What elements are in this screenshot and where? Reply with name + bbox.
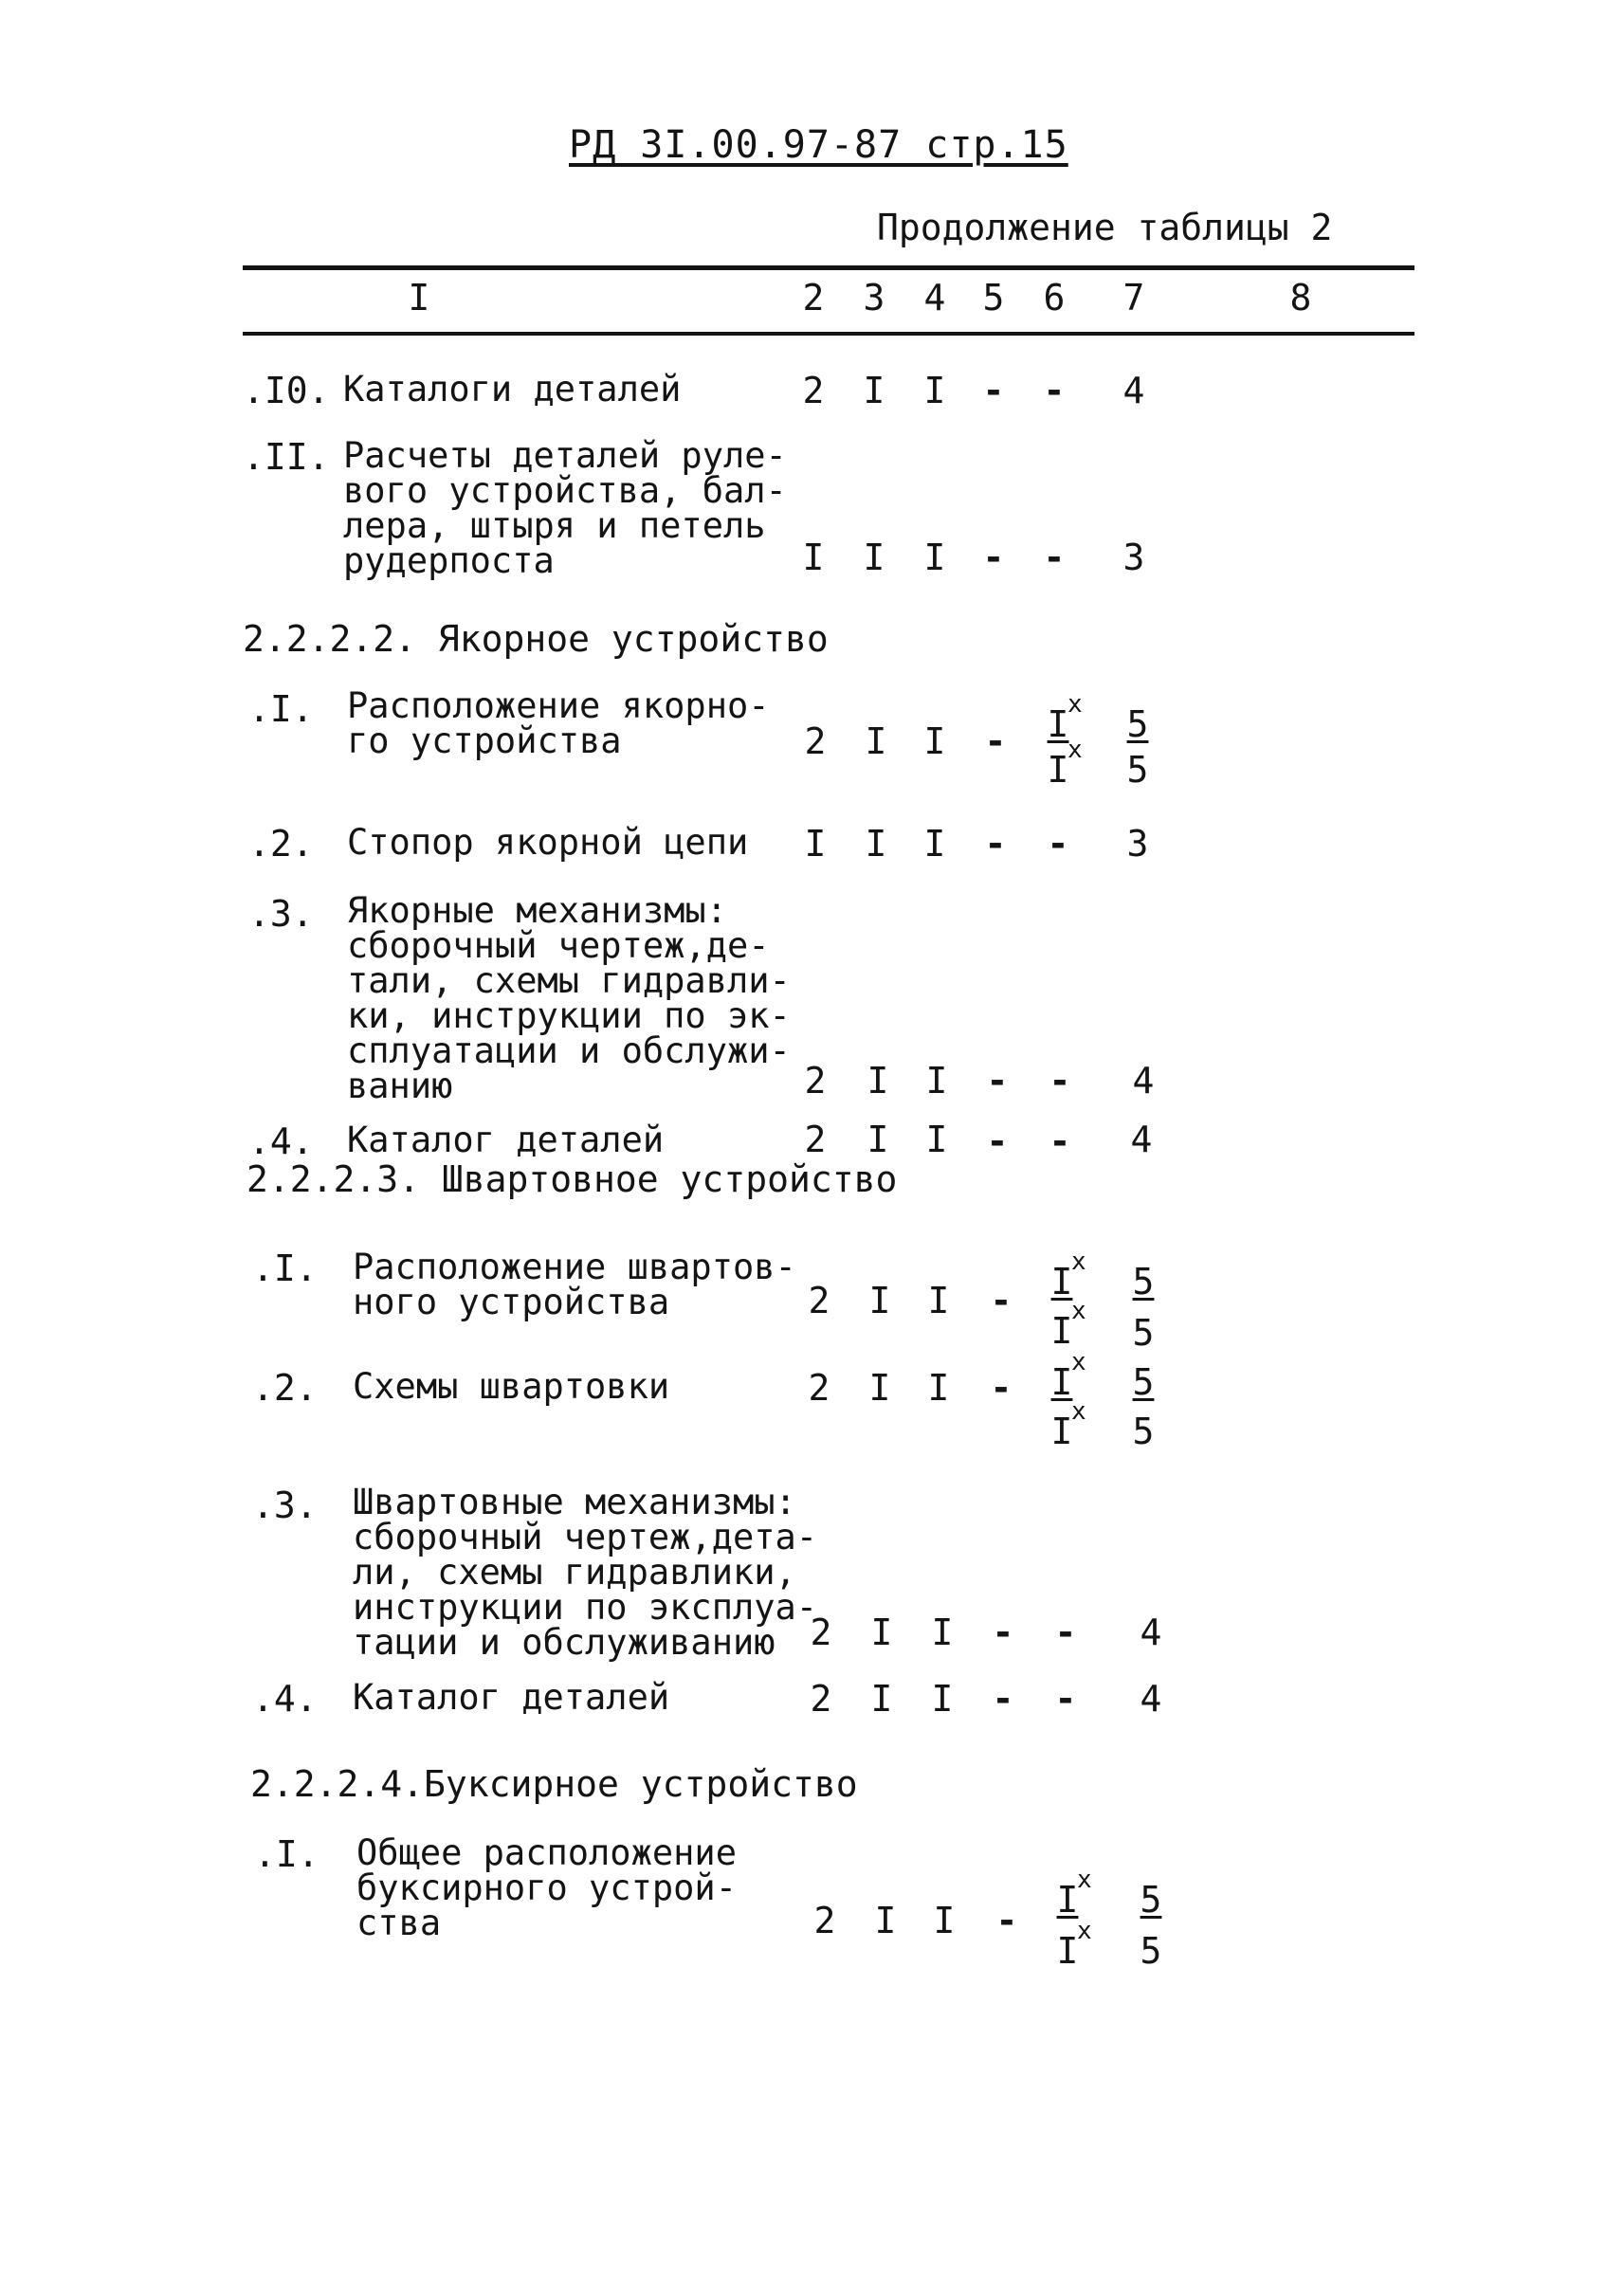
- cell-col5: -: [990, 1367, 1013, 1409]
- cell-col6-top: I: [1050, 1361, 1073, 1403]
- cell-col2: 2: [808, 1367, 830, 1409]
- column-header: 2: [802, 277, 825, 319]
- item-description: Стопор якорной цепи: [347, 822, 749, 863]
- cell-col7-top: 5: [1126, 703, 1149, 745]
- cell-col2: 2: [802, 370, 825, 411]
- column-header: 5: [982, 277, 1005, 319]
- cell-col4: I: [927, 1367, 950, 1409]
- cell-col4: I: [925, 1060, 948, 1102]
- cell-col3: I: [863, 370, 885, 411]
- item-number: .2.: [248, 823, 314, 865]
- item-description: Якорные механизмы: сборочный чертеж,де- тали, схемы гидравли- ки, инструкции по эк- сплуатации и обслужи- ванию: [347, 890, 791, 1106]
- item-number: .I.: [248, 688, 314, 730]
- item-number: .II.: [243, 436, 330, 478]
- cell-col7-bottom: 5: [1132, 1312, 1155, 1354]
- cell-col7: 4: [1140, 1678, 1162, 1720]
- column-header: I: [408, 277, 430, 319]
- cell-col2: 2: [804, 1060, 827, 1102]
- item-description: Схемы швартовки: [353, 1366, 670, 1407]
- item-number: .4.: [252, 1678, 318, 1720]
- cell-col3: I: [868, 1280, 891, 1321]
- cell-col2: 2: [810, 1678, 832, 1720]
- cell-col7: 4: [1140, 1612, 1162, 1653]
- cell-col5: -: [984, 720, 1007, 762]
- cell-col5: -: [992, 1678, 1014, 1720]
- item-description: Каталог деталей: [347, 1120, 665, 1160]
- cell-col3: I: [865, 720, 887, 762]
- cell-col3: I: [868, 1367, 891, 1409]
- cell-col3: I: [870, 1678, 893, 1720]
- cell-col7-bottom: 5: [1132, 1411, 1155, 1452]
- cell-col2: I: [802, 537, 825, 578]
- cell-col6-top: I: [1047, 703, 1069, 745]
- superscript: x: [1077, 1917, 1092, 1945]
- cell-col5: -: [986, 1060, 1009, 1102]
- cell-col7: 3: [1126, 823, 1149, 865]
- item-description: Расположение швартов- ного устройства: [353, 1247, 796, 1322]
- superscript: x: [1071, 1248, 1086, 1276]
- cell-col3: I: [874, 1900, 897, 1941]
- section-heading: 2.2.2.4.Буксирное устройство: [250, 1763, 858, 1805]
- superscript: x: [1071, 1397, 1086, 1426]
- cell-col6: -: [1043, 537, 1066, 578]
- cell-col7: 3: [1122, 537, 1145, 578]
- cell-col4: I: [925, 1119, 948, 1160]
- item-number: .I0.: [243, 370, 330, 411]
- item-description: Расчеты деталей руле- вого устройства, бал- лера, штыря и петель рудерпоста: [343, 435, 787, 581]
- cell-col4: I: [933, 1900, 956, 1941]
- table-caption: Продолжение таблицы 2: [877, 207, 1333, 248]
- cell-col3: I: [865, 823, 887, 865]
- column-header: 8: [1289, 277, 1312, 319]
- cell-col6: -: [1047, 823, 1069, 865]
- cell-col2: 2: [808, 1280, 830, 1321]
- cell-col6-top: I: [1050, 1261, 1073, 1302]
- cell-col4: I: [923, 720, 946, 762]
- cell-col7-top: 5: [1132, 1261, 1155, 1302]
- cell-col6-bottom: I: [1047, 749, 1069, 791]
- superscript: x: [1067, 690, 1083, 719]
- cell-col5: -: [984, 823, 1007, 865]
- cell-col4: I: [923, 537, 946, 578]
- cell-col5: -: [995, 1900, 1018, 1941]
- cell-col6-bottom: I: [1050, 1411, 1073, 1452]
- cell-col4: I: [927, 1280, 950, 1321]
- cell-col7-bottom: 5: [1126, 749, 1149, 791]
- superscript: x: [1077, 1866, 1092, 1894]
- cell-col2: I: [804, 823, 827, 865]
- column-header: 7: [1122, 277, 1145, 319]
- cell-col5: -: [992, 1612, 1014, 1653]
- cell-col5: -: [990, 1280, 1013, 1321]
- column-header: 6: [1043, 277, 1066, 319]
- item-description: Каталоги деталей: [343, 369, 682, 410]
- item-description: Расположение якорно- го устройства: [347, 685, 770, 761]
- item-number: .I.: [252, 1248, 318, 1289]
- section-heading: 2.2.2.3. Швартовное устройство: [246, 1158, 898, 1200]
- column-header: 3: [863, 277, 885, 319]
- section-heading: 2.2.2.2. Якорное устройство: [243, 618, 829, 660]
- cell-col6-bottom: I: [1056, 1930, 1079, 1972]
- column-header: 4: [923, 277, 946, 319]
- cell-col7: 4: [1130, 1119, 1153, 1160]
- cell-col7-bottom: 5: [1140, 1930, 1162, 1972]
- cell-col7: 4: [1122, 370, 1145, 411]
- cell-col6: -: [1054, 1678, 1077, 1720]
- item-number: .3.: [252, 1484, 318, 1526]
- cell-col2: 2: [804, 1119, 827, 1160]
- cell-col6-top: I: [1056, 1879, 1079, 1921]
- cell-col6: -: [1049, 1120, 1071, 1162]
- cell-col4: I: [931, 1612, 954, 1653]
- cell-col2: 2: [804, 720, 827, 762]
- cell-col6: -: [1043, 370, 1066, 411]
- cell-col7-top: 5: [1140, 1879, 1162, 1921]
- cell-col7-top: 5: [1132, 1361, 1155, 1403]
- superscript: x: [1071, 1348, 1086, 1376]
- table-header-rule: [243, 332, 1414, 336]
- cell-col2: 2: [813, 1900, 836, 1941]
- cell-col3: I: [867, 1060, 889, 1102]
- document-header: РД 3I.00.97-87 стр.15: [569, 123, 1068, 167]
- cell-col6-bottom: I: [1050, 1310, 1073, 1352]
- cell-col5: -: [986, 1120, 1009, 1162]
- item-number: .3.: [248, 893, 314, 935]
- cell-col5: -: [982, 537, 1005, 578]
- item-description: Общее расположение буксирного устрой- ства: [356, 1832, 737, 1943]
- item-description: Каталог деталей: [353, 1677, 670, 1718]
- cell-col5: -: [982, 370, 1005, 411]
- superscript: x: [1071, 1297, 1086, 1325]
- cell-col4: I: [923, 823, 946, 865]
- superscript: x: [1067, 736, 1083, 764]
- item-number: .4.: [248, 1120, 314, 1162]
- cell-col3: I: [870, 1612, 893, 1653]
- cell-col4: I: [923, 370, 946, 411]
- cell-col6: -: [1049, 1060, 1071, 1102]
- item-description: Швартовные механизмы: сборочный чертеж,дета- ли, схемы гидравлики, инструкции по эксплуа- тации и обслуживанию: [353, 1482, 818, 1663]
- cell-col3: I: [863, 537, 885, 578]
- cell-col4: I: [931, 1678, 954, 1720]
- table-top-rule: [243, 265, 1414, 270]
- cell-col6: -: [1054, 1612, 1077, 1653]
- cell-col7: 4: [1132, 1060, 1155, 1102]
- cell-col3: I: [867, 1119, 889, 1160]
- item-number: .I.: [254, 1833, 319, 1875]
- cell-col2: 2: [810, 1612, 832, 1653]
- item-number: .2.: [252, 1367, 318, 1409]
